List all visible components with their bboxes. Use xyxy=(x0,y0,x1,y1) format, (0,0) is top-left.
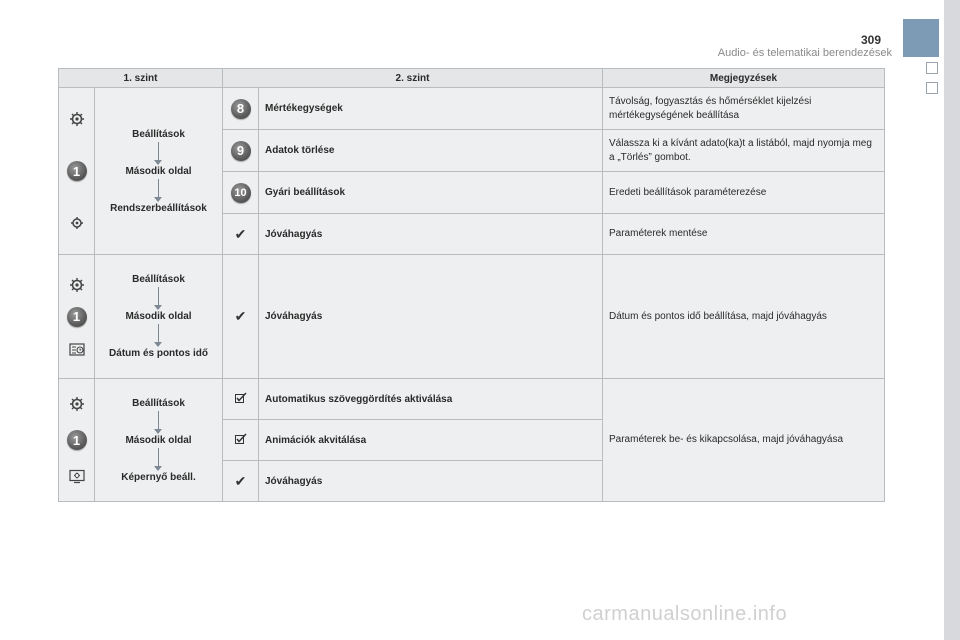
setting-name: Jóváhagyás xyxy=(259,461,603,502)
button-number-badge: 1 xyxy=(67,161,87,181)
button-number-badge: 10 xyxy=(231,183,251,203)
button-number-badge: 8 xyxy=(231,99,251,119)
setting-comment: Paraméterek be- és kikapcsolása, majd jóváhagyása xyxy=(603,379,885,502)
system-settings-icon xyxy=(69,215,85,231)
setting-name: Mértékegységek xyxy=(259,88,603,130)
arrow-down-icon xyxy=(158,287,159,309)
path-step-date-time: Dátum és pontos idő xyxy=(109,348,208,359)
setting-name: Gyári beállítások xyxy=(259,172,603,214)
arrow-down-icon xyxy=(158,142,159,164)
path-step-second-page: Második oldal xyxy=(125,434,192,446)
settings-gear-icon xyxy=(69,277,85,293)
chapter-tab xyxy=(903,19,939,57)
menu-path-cell xyxy=(95,88,223,255)
watermark: carmanualsonline.info xyxy=(582,603,788,625)
setting-name: Animációk akvitálása xyxy=(259,420,603,461)
setting-comment: Eredeti beállítások paraméterezése xyxy=(603,172,885,214)
checkmark-icon: ✔ xyxy=(234,308,247,324)
column-header-level2: 2. szint xyxy=(223,69,603,88)
checkbox-icon xyxy=(235,392,247,407)
page-edge-strip xyxy=(944,0,960,640)
level2-icon-cell xyxy=(223,379,259,420)
level2-icon-cell xyxy=(223,88,259,130)
level1-icon-cell xyxy=(59,379,95,502)
setting-comment: Távolság, fogyasztás és hőmérséklet kijelzési mértékegységének beállítása xyxy=(603,88,885,130)
setting-name: Jóváhagyás xyxy=(259,255,603,379)
level1-icon-cell xyxy=(59,255,95,379)
path-step-second-page: Második oldal xyxy=(125,311,192,322)
table-header-row xyxy=(59,69,885,88)
menu-path-cell xyxy=(95,255,223,379)
settings-gear-icon xyxy=(69,396,85,412)
level2-icon-cell xyxy=(223,130,259,172)
table-row xyxy=(59,379,885,420)
button-number-badge: 9 xyxy=(231,141,251,161)
checkmark-icon: ✔ xyxy=(234,472,247,489)
setting-name: Adatok törlése xyxy=(259,130,603,172)
chapter-marker-square xyxy=(926,62,938,74)
path-step-settings: Beállítások xyxy=(132,274,185,285)
path-step-screen-settings: Képernyő beáll. xyxy=(121,471,196,483)
setting-name: Jóváhagyás xyxy=(259,214,603,255)
screen-settings-icon xyxy=(69,468,85,484)
table-row xyxy=(59,255,885,379)
path-step-second-page: Második oldal xyxy=(125,165,192,177)
column-header-level1: 1. szint xyxy=(59,69,223,88)
button-number-badge: 1 xyxy=(67,430,87,450)
settings-table xyxy=(58,68,885,502)
path-step-system-settings: Rendszerbeállítások xyxy=(110,202,207,214)
setting-name: Automatikus szöveggördítés aktiválása xyxy=(259,379,603,420)
setting-comment: Dátum és pontos idő beállítása, majd jóváhagyás xyxy=(603,255,885,379)
level2-icon-cell xyxy=(223,461,259,502)
arrow-down-icon xyxy=(158,324,159,346)
level1-icon-cell xyxy=(59,88,95,255)
level2-icon-cell xyxy=(223,420,259,461)
arrow-down-icon xyxy=(158,411,159,433)
date-time-icon xyxy=(69,341,85,357)
arrow-down-icon xyxy=(158,179,159,201)
page-number: 309 xyxy=(860,33,881,47)
path-step-settings: Beállítások xyxy=(132,128,185,140)
level2-icon-cell xyxy=(223,172,259,214)
level2-icon-cell xyxy=(223,255,259,379)
chapter-marker-square xyxy=(926,82,938,94)
table-row xyxy=(59,88,885,130)
setting-comment: Paraméterek mentése xyxy=(603,214,885,255)
column-header-notes: Megjegyzések xyxy=(603,69,885,88)
section-title: Audio- és telematikai berendezések xyxy=(717,47,892,59)
settings-gear-icon xyxy=(69,111,85,127)
level2-icon-cell xyxy=(223,214,259,255)
button-number-badge: 1 xyxy=(67,307,87,327)
menu-path-cell xyxy=(95,379,223,502)
checkbox-icon xyxy=(235,433,247,448)
arrow-down-icon xyxy=(158,448,159,470)
checkmark-icon: ✔ xyxy=(234,225,247,242)
setting-comment: Válassza ki a kívánt adato(ka)t a listából, majd nyomja meg a „Törlés” gombot. xyxy=(603,130,885,172)
path-step-settings: Beállítások xyxy=(132,397,185,409)
